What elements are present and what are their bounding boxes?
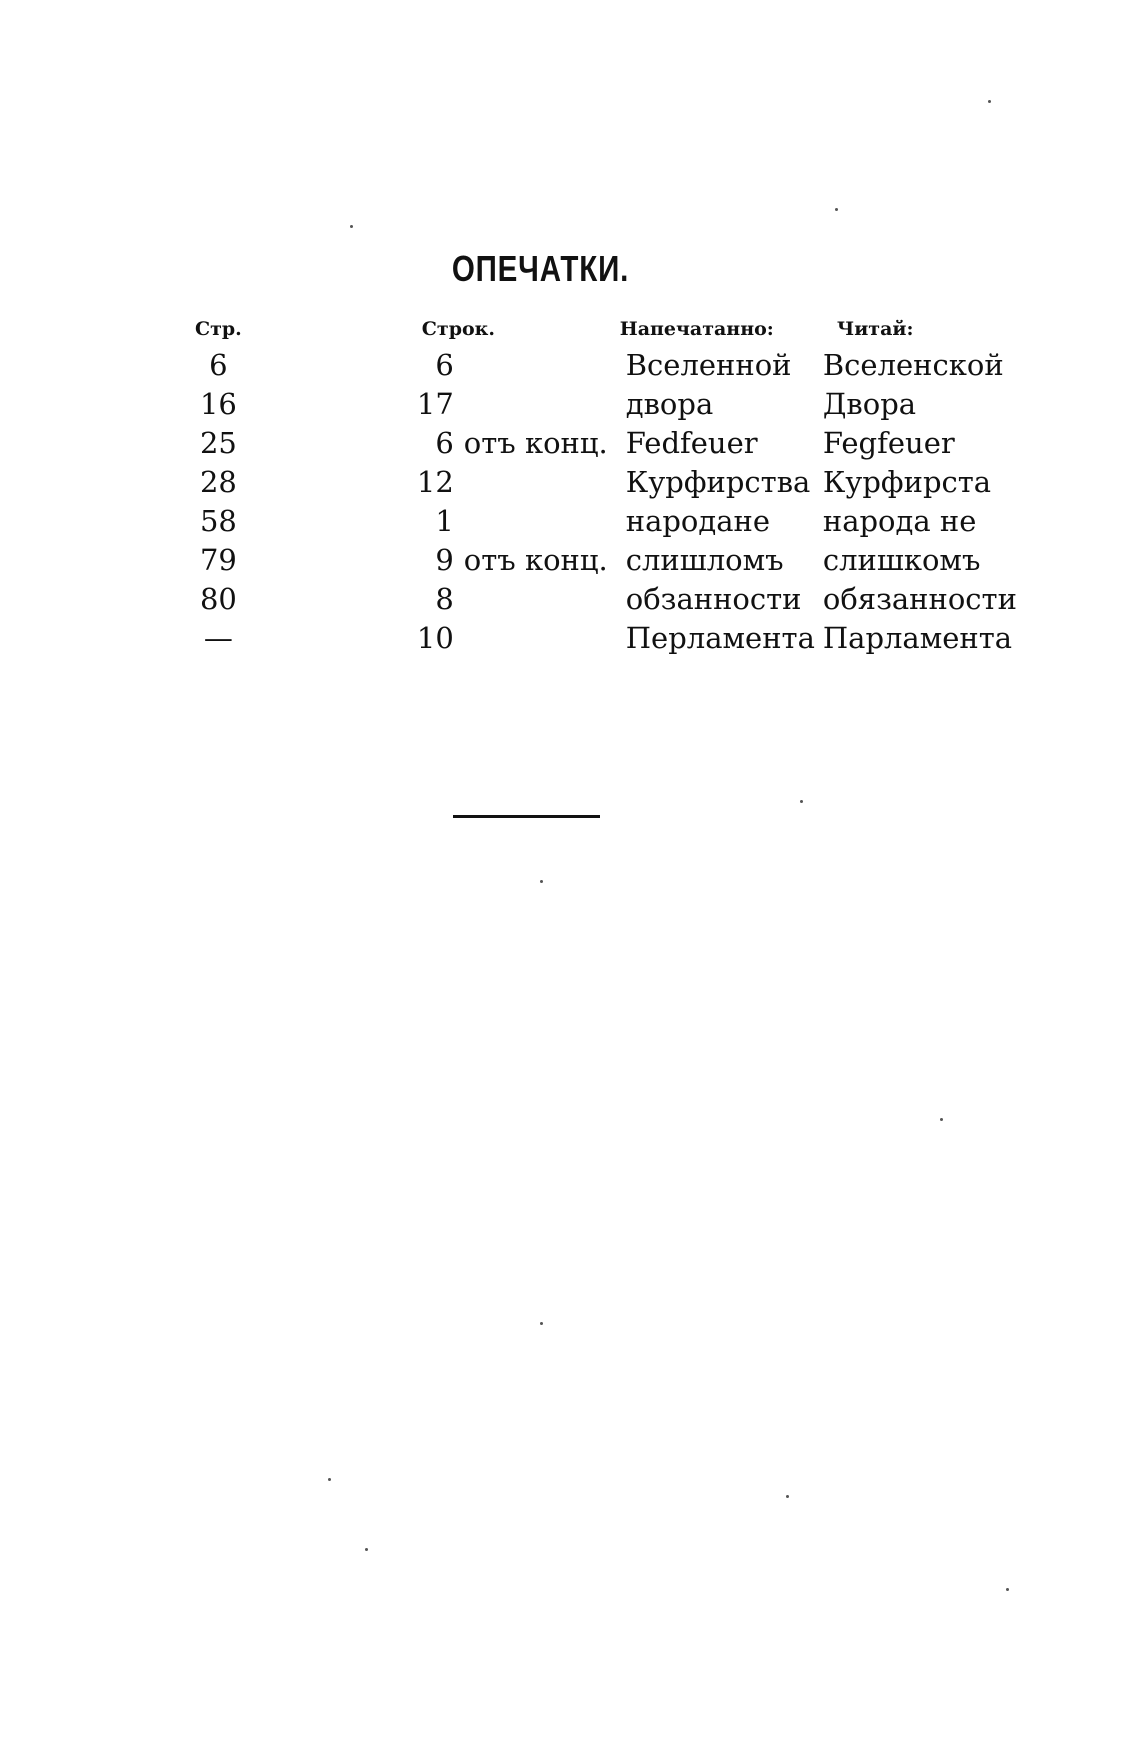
page-title: ОПЕЧАТКИ.: [451, 248, 630, 289]
line-cell: [282, 385, 608, 424]
page-number: —: [203, 621, 233, 655]
line-number: 1: [435, 504, 454, 538]
scan-speck: [800, 800, 803, 803]
line-number: 8: [435, 582, 454, 616]
line-note: отъ конц.: [463, 543, 608, 577]
printed-text: обзанности: [625, 582, 802, 616]
scan-speck: [540, 1322, 543, 1325]
errata-row: [195, 502, 1017, 541]
corrected-text: слишкомъ: [822, 543, 981, 577]
corrected-text: Вселенской: [822, 348, 1004, 382]
page-number: 28: [199, 465, 237, 499]
line-number: 6: [435, 348, 454, 382]
errata-header-row: [195, 318, 1017, 346]
line-number: 10: [416, 621, 454, 655]
page-number: 58: [199, 504, 237, 538]
line-number: 17: [416, 387, 454, 421]
errata-row: [195, 385, 1017, 424]
line-number: 9: [435, 543, 454, 577]
line-cell: [282, 619, 608, 658]
printed-text: Fedfeuer: [625, 426, 758, 460]
corrected-text: народа не: [822, 504, 977, 538]
line-cell: [282, 463, 608, 502]
page-number: 6: [209, 348, 228, 382]
page-number: 79: [199, 543, 237, 577]
line-number: 6: [435, 426, 454, 460]
printed-text: Курфирства: [625, 465, 811, 499]
column-header-line: Строк.: [421, 318, 495, 340]
scan-speck: [786, 1495, 789, 1498]
line-cell: [282, 346, 608, 385]
page-number: 80: [199, 582, 237, 616]
printed-text: двора: [625, 387, 714, 421]
scan-speck: [540, 880, 543, 883]
scan-speck: [328, 1478, 331, 1481]
corrected-text: обязанности: [822, 582, 1017, 616]
column-header-printed: Напечатанно:: [619, 318, 774, 340]
errata-row: [195, 463, 1017, 502]
line-cell: [282, 580, 608, 619]
page-number: 25: [199, 426, 237, 460]
printed-text: Вселенной: [625, 348, 792, 382]
corrected-text: Fegfeuer: [822, 426, 955, 460]
column-header-read: Читай:: [836, 318, 914, 340]
scan-speck: [835, 208, 838, 211]
divider-rule: [453, 815, 600, 818]
corrected-text: Курфирста: [822, 465, 992, 499]
scan-speck: [365, 1548, 368, 1551]
errata-table: [195, 318, 1017, 658]
line-number: 12: [416, 465, 454, 499]
corrected-text: Парламента: [822, 621, 1013, 655]
page-number: 16: [199, 387, 237, 421]
errata-row: [195, 346, 1017, 385]
errata-row: [195, 541, 1017, 580]
errata-row: [195, 619, 1017, 658]
line-cell: [282, 424, 608, 463]
column-header-page: Стр.: [195, 318, 242, 340]
corrected-text: Двора: [822, 387, 917, 421]
line-cell: [282, 541, 608, 580]
errata-row: [195, 424, 1017, 463]
printed-text: слишломъ: [625, 543, 784, 577]
line-note: отъ конц.: [463, 426, 608, 460]
scan-speck: [988, 100, 991, 103]
scan-speck: [1006, 1588, 1009, 1591]
scan-speck: [350, 225, 353, 228]
printed-text: народане: [625, 504, 771, 538]
errata-row: [195, 580, 1017, 619]
printed-text: Перламента: [625, 621, 815, 655]
scan-speck: [940, 1118, 943, 1121]
line-cell: [282, 502, 608, 541]
